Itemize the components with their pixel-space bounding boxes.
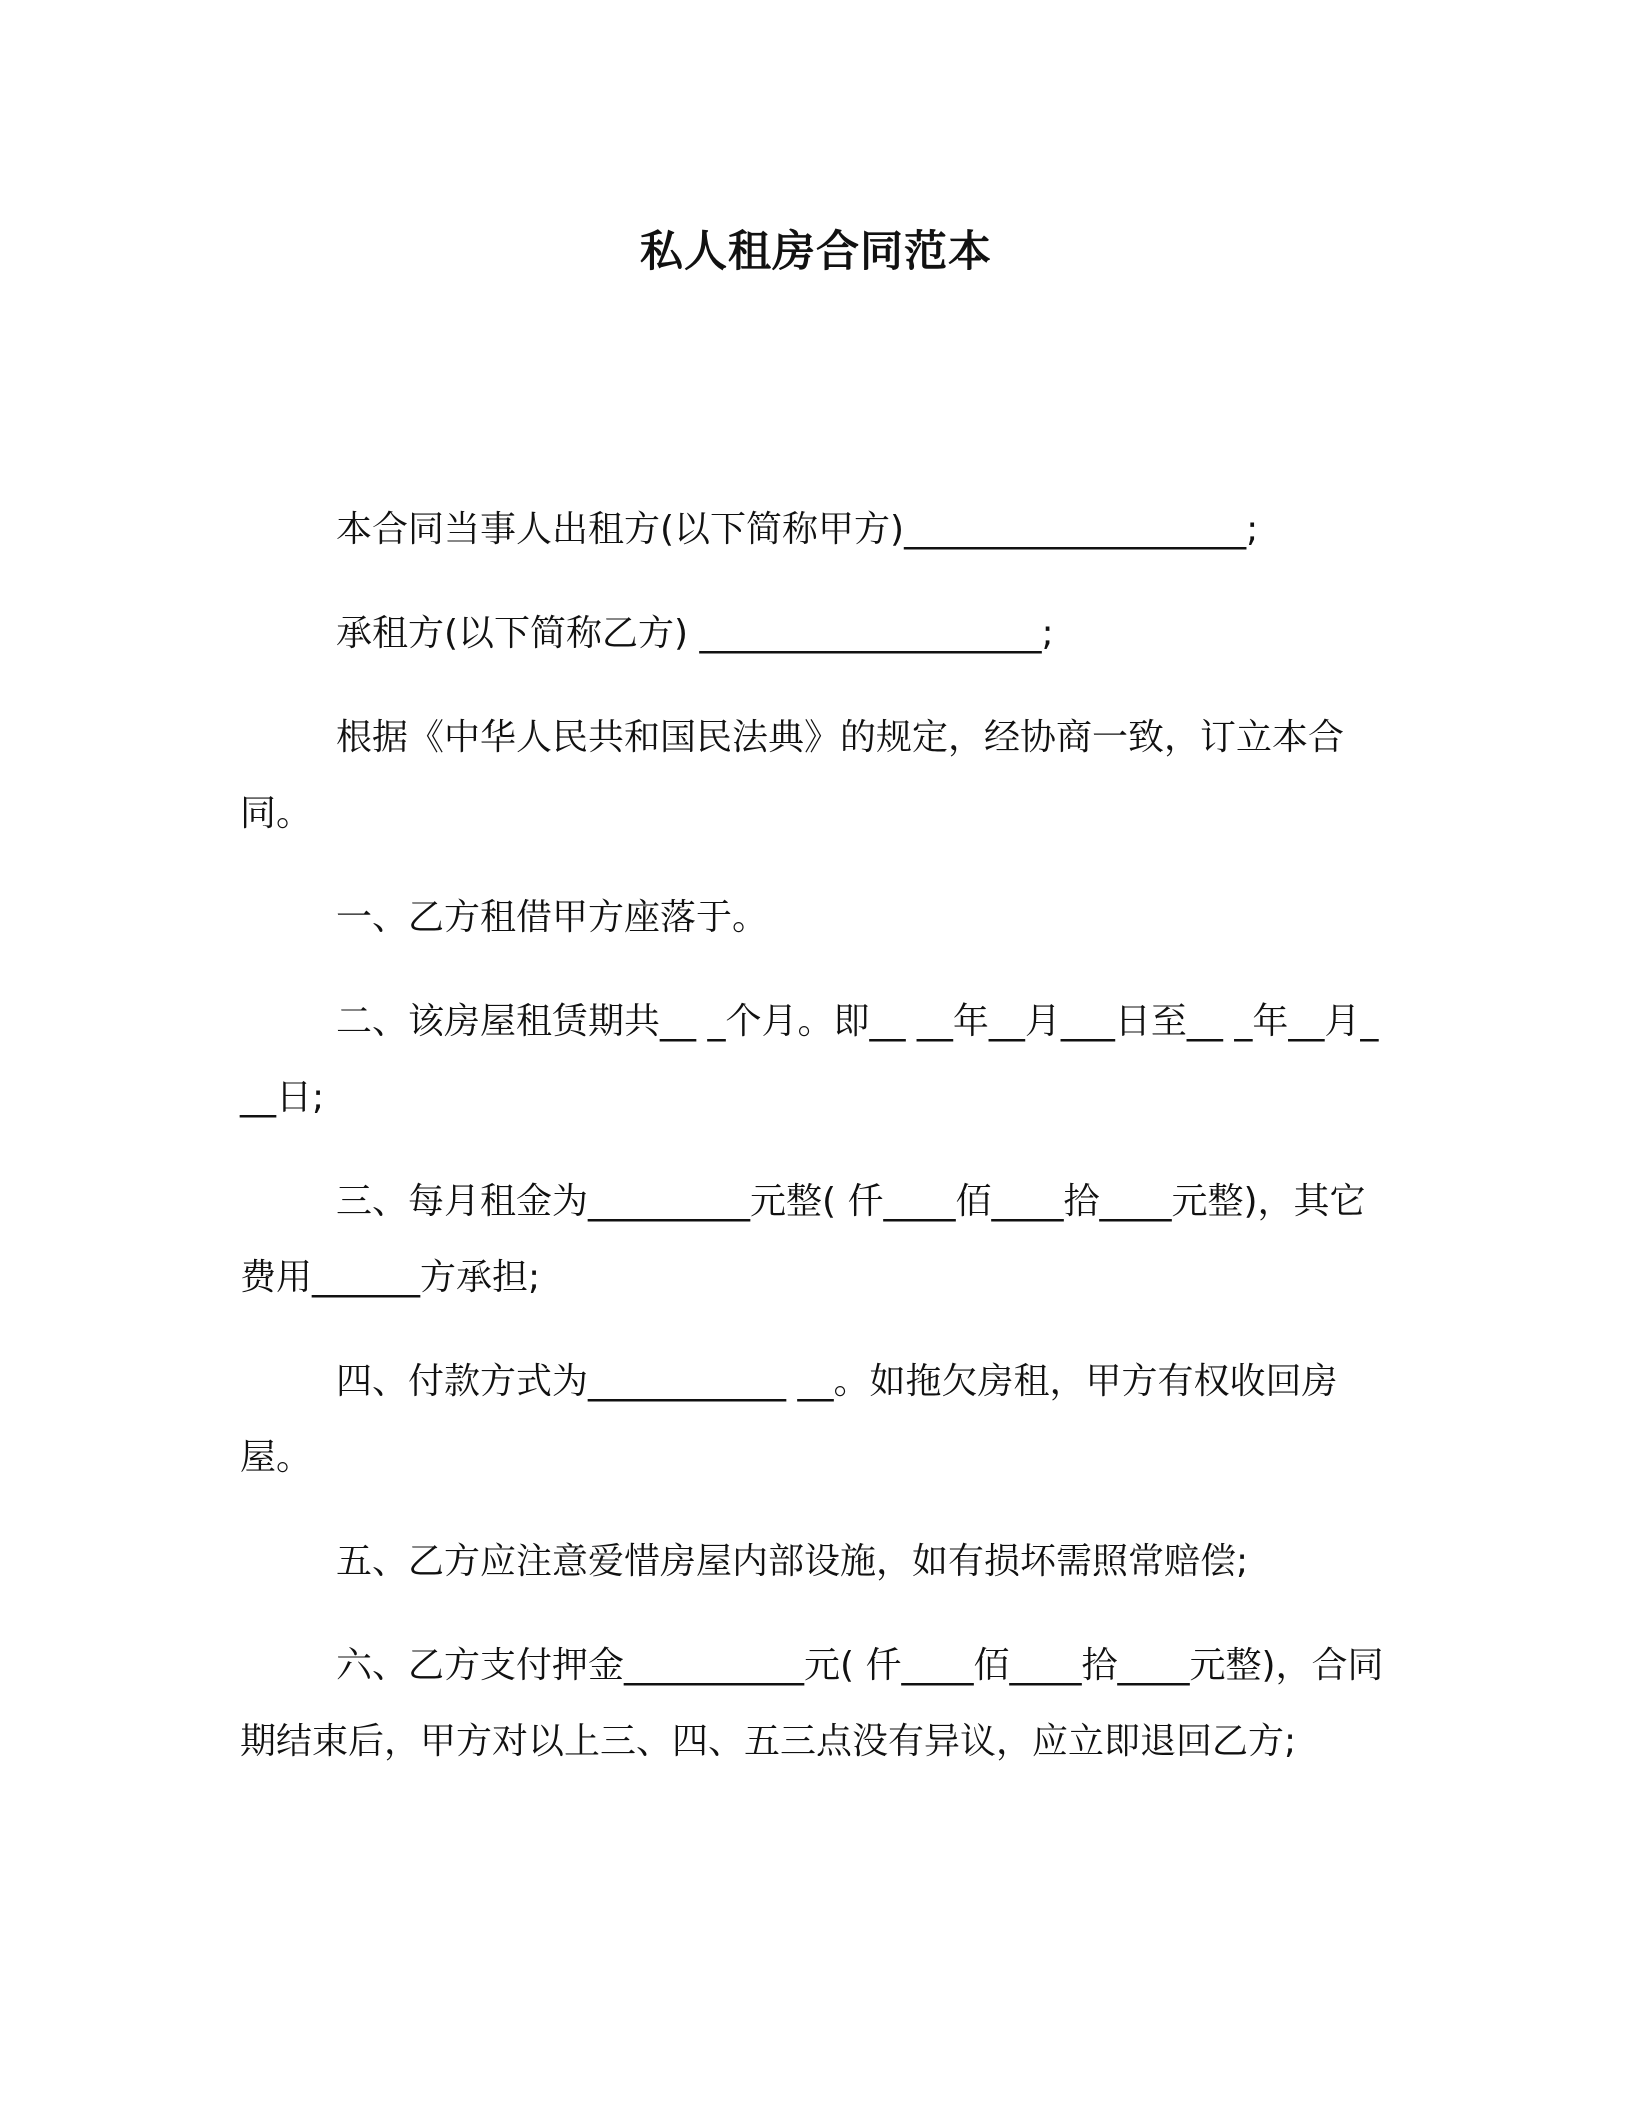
clause-3: 三、每月租金为_________元整( 仟____佰____拾____元整)，其它费用______方承担; (240, 1181, 1366, 1298)
paragraph-legal-basis: 根据《中华人民共和国民法典》的规定，经协商一致，订立本合同。 (240, 717, 1345, 834)
paragraph-parties-lessor: 本合同当事人出租方(以下简称甲方)___________________; (336, 509, 1259, 550)
clause-2: 二、该房屋租赁期共__ _个月。即__ __年__月___日至__ _年__月___日; (240, 1001, 1379, 1118)
clause-1: 一、乙方租借甲方座落于。 (336, 897, 769, 938)
contract-body (240, 492, 1390, 1808)
paragraph-parties-lessee: 承租方(以下简称乙方) ___________________; (336, 613, 1054, 654)
clause-4: 四、付款方式为___________ __。如拖欠房租，甲方有权收回房屋。 (240, 1361, 1338, 1478)
clause-5: 五、乙方应注意爱惜房屋内部设施，如有损坏需照常赔偿; (336, 1541, 1249, 1582)
clause-6: 六、乙方支付押金__________元( 仟____佰____拾____元整)，合同期结束后，甲方对以上三、四、五三点没有异议，应立即退回乙方; (240, 1645, 1384, 1762)
document-title: 私人租房合同范本 (640, 227, 992, 277)
